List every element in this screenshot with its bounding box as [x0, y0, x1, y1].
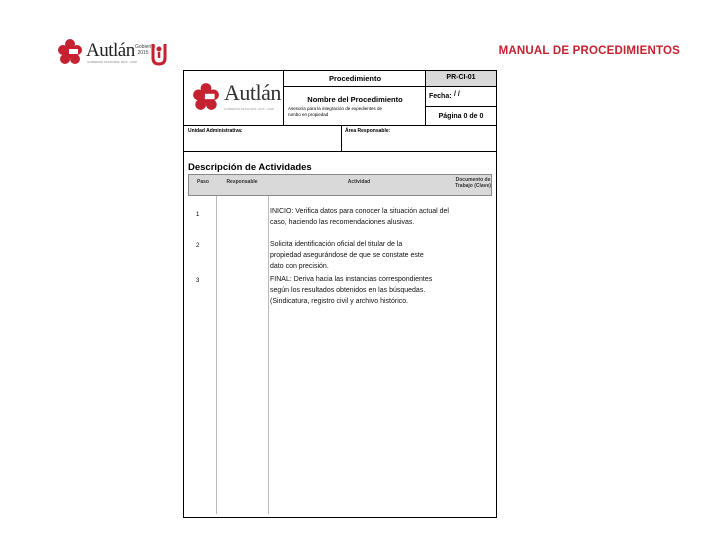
- inner-autlan-logo: [190, 76, 286, 116]
- date-value: / /: [454, 91, 460, 98]
- activity-line: INICIO: Verifica datos para conocer la situación actual del: [270, 208, 449, 215]
- procedure-name-value: Asesoría para la integración de expedientes de rumbo en propiedad: [288, 106, 383, 117]
- gov-logo-text: Gobierno 2015: [135, 44, 156, 56]
- column-header-responsible: Responsable: [226, 179, 258, 185]
- activity-line: propiedad asegurándose de que se constate este: [270, 252, 424, 259]
- step-number: 1: [196, 212, 200, 218]
- column-divider: [268, 196, 269, 514]
- autlan-flower-icon: [58, 38, 82, 66]
- activities-header-row: [188, 174, 492, 196]
- government-logo: [135, 40, 169, 66]
- page-number: Página 0 de 0: [438, 113, 484, 120]
- column-header-activity: Actividad: [347, 179, 371, 185]
- unit-label: Unidad Administrativa:: [188, 128, 243, 134]
- activity-line: caso, haciendo las recomendaciones alusivas.: [270, 219, 415, 226]
- procedure-label: Procedimiento: [328, 74, 382, 83]
- column-header-document: Documento de Trabajo (Clave): [455, 177, 491, 189]
- step-number: 2: [196, 243, 200, 249]
- activity-line: FINAL: Deriva hacia las instancias correspondientes: [270, 276, 433, 283]
- column-header-step: Paso: [197, 179, 209, 185]
- inner-brand-name: Autlán: [224, 80, 281, 105]
- inner-brand-tagline: GOBIERNO MUNICIPAL 2015 - 2018: [224, 107, 274, 111]
- step-number: 3: [196, 278, 200, 284]
- inner-flower-icon: [192, 82, 220, 112]
- activity-line: (Sindicatura, registro civil y archivo histórico.: [270, 298, 409, 305]
- manual-title: MANUAL DE PROCEDIMIENTOS: [498, 45, 680, 57]
- activity-line: dato con precisión.: [270, 263, 329, 270]
- brand-tagline: GOBIERNO MUNICIPAL 2015 - 2018: [87, 60, 137, 64]
- gov-mark-icon: [149, 40, 169, 66]
- area-label: Área Responsable:: [345, 128, 391, 134]
- procedure-code: PR-CI-01: [446, 74, 476, 81]
- procedure-name-label: Nombre del Procedimiento: [307, 95, 403, 104]
- date-label: Fecha:: [429, 93, 452, 100]
- activity-line: Solicita identificación oficial del titular de la: [270, 241, 403, 248]
- activities-title: Descripción de Actividades: [188, 162, 312, 173]
- column-divider: [216, 196, 217, 514]
- activity-line: según los resultados obtenidos en las búsquedas.: [270, 287, 426, 294]
- brand-name: Autlán: [86, 40, 135, 61]
